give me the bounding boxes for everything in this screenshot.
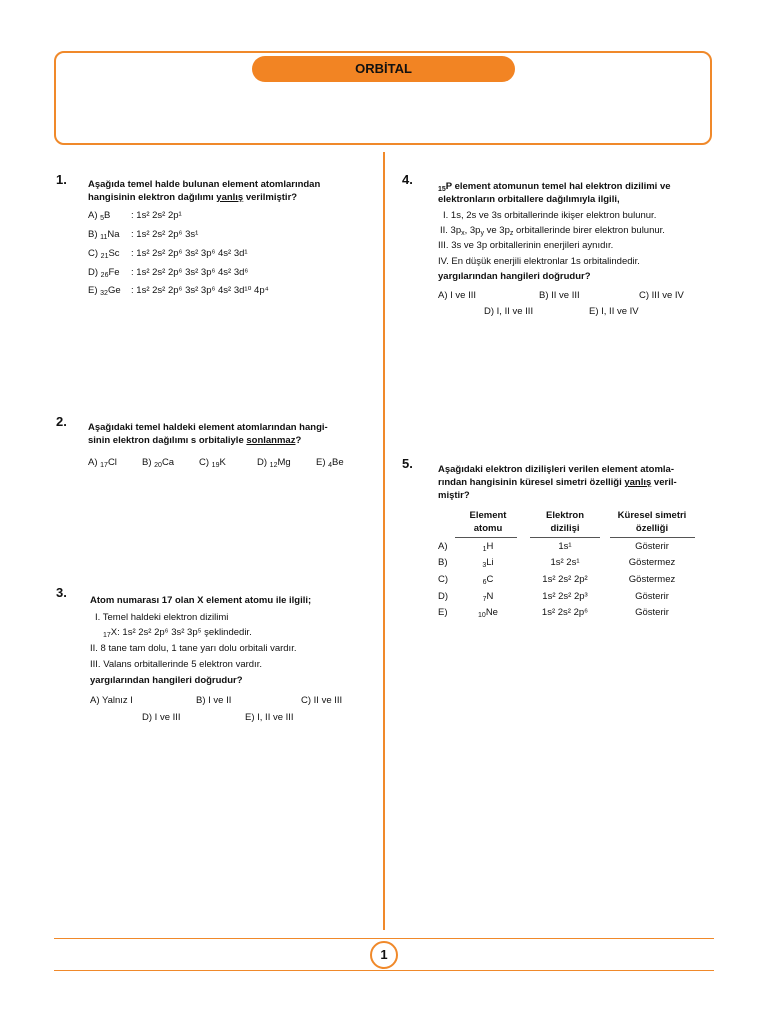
question-1-option-b[interactable]: B) $_{11}$Na	[88, 229, 120, 241]
question-5-option-b[interactable]: B)	[438, 557, 448, 568]
question-3-statement-1-config: $_{17}$X: 1s² 2s² 2p⁶ 3s² 3p⁵ şeklindedir.	[103, 627, 252, 639]
question-4-option-c[interactable]: C) III ve IV	[639, 290, 684, 301]
question-1-option-d[interactable]: D) $_{26}$Fe	[88, 267, 120, 279]
question-3-option-c[interactable]: C) II ve III	[301, 695, 343, 706]
table-cell-config: 1s² 2s² 2p³	[542, 591, 588, 602]
question-4-stem-line1: $_{15}$P element atomunun temel hal elektron dizilimi ve	[438, 181, 671, 193]
question-2-option-c[interactable]: C) $_{19}$K	[199, 457, 226, 469]
table-cell-element: $_6$C	[482, 574, 494, 586]
question-1-option-e[interactable]: E) $_{32}$Ge	[88, 285, 121, 297]
footer-line-bottom	[54, 970, 714, 971]
page-title: ORBİTAL	[252, 56, 515, 82]
question-3-question: yargılarından hangileri doğrudur?	[90, 675, 243, 686]
question-4-question: yargılarından hangileri doğrudur?	[438, 271, 591, 282]
question-5-stem-line2: rından hangisinin küresel simetri özelliği yanlış veril-	[438, 477, 677, 488]
question-3-statement-2: II. 8 tane tam dolu, 1 tane yarı dolu orbitali vardır.	[90, 643, 297, 654]
question-3-statement-1: I. Temel haldeki elektron dizilimi	[95, 612, 229, 623]
question-4-statement-2: II. $3p_x$, $3p_y$ ve $3p_z$ orbitallerinde birer elektron bulunur.	[440, 225, 665, 237]
table-cell-config: 1s² 2s² 2p²	[542, 574, 588, 585]
question-3-option-d[interactable]: D) I ve III	[142, 712, 181, 723]
question-4-number: 4.	[402, 172, 413, 187]
question-4-statement-4: IV. En düşük enerjili elektronlar 1s orbitalindedir.	[438, 256, 640, 267]
question-1-stem-line1: Aşağıda temel halde bulunan element atomlarından	[88, 179, 321, 190]
table-cell-element: $_7$N	[482, 591, 494, 603]
table-header-element-2: atomu	[473, 523, 503, 534]
question-1-option-a-config: : 1s² 2s² 2p¹	[131, 210, 182, 221]
question-2-stem-line2: sinin elektron dağılımı s orbitaliyle sonlanmaz?	[88, 435, 302, 446]
question-1-stem-line2: hangisinin elektron dağılımı yanlış verilmiştir?	[88, 192, 298, 203]
question-4-option-a[interactable]: A) I ve III	[438, 290, 477, 301]
column-divider	[383, 152, 385, 930]
page-number: 1	[370, 941, 398, 969]
table-rule-element	[455, 537, 517, 538]
question-2-option-a[interactable]: A) $_{17}$Cl	[88, 457, 117, 469]
table-rule-config	[530, 537, 600, 538]
question-2-option-b[interactable]: B) $_{20}$Ca	[142, 457, 175, 469]
footer-line-top	[54, 938, 714, 939]
question-5-number: 5.	[402, 456, 413, 471]
table-cell-config: 1s² 2s¹	[550, 557, 580, 568]
table-cell-symmetry: Göstermez	[628, 557, 676, 568]
question-3-stem: Atom numarası 17 olan X element atomu ile ilgili;	[90, 595, 312, 606]
question-5-option-e[interactable]: E)	[438, 607, 448, 618]
question-5-option-d[interactable]: D)	[438, 591, 449, 602]
table-cell-config: 1s¹	[558, 541, 572, 552]
question-1-option-c-config: : 1s² 2s² 2p⁶ 3s² 3p⁶ 4s² 3d¹	[131, 248, 248, 259]
question-1-option-a[interactable]: A) $_5$B	[88, 210, 111, 222]
question-1-option-e-config: : 1s² 2s² 2p⁶ 3s² 3p⁶ 4s² 3d¹⁰ 4p⁴	[131, 285, 269, 296]
question-4-option-b[interactable]: B) II ve III	[539, 290, 580, 301]
question-4-statement-1: I. 1s, 2s ve 3s orbitallerinde ikişer elektron bulunur.	[443, 210, 657, 221]
table-header-element-1: Element	[469, 510, 507, 521]
question-2-stem-line1: Aşağıdaki temel haldeki element atomlarından hangi-	[88, 422, 328, 433]
question-3-statement-3: III. Valans orbitallerinde 5 elektron vardır.	[90, 659, 262, 670]
question-2-number: 2.	[56, 414, 67, 429]
question-3-option-e[interactable]: E) I, II ve III	[245, 712, 294, 723]
table-header-config-2: dizilişi	[550, 523, 580, 534]
table-cell-element: $_1$H	[482, 541, 494, 553]
question-5-stem-line3: miştir?	[438, 490, 470, 501]
table-cell-symmetry: Gösterir	[635, 607, 669, 618]
table-cell-symmetry: Gösterir	[635, 591, 669, 602]
table-rule-symmetry	[610, 537, 695, 538]
question-4-stem-line2: elektronların orbitallere dağılımıyla ilgili,	[438, 194, 620, 205]
table-cell-symmetry: Göstermez	[628, 574, 676, 585]
table-header-symmetry-1: Küresel simetri	[617, 510, 687, 521]
question-2-option-e[interactable]: E) $_4$Be	[316, 457, 344, 469]
table-header-symmetry-2: özelliği	[635, 523, 669, 534]
question-1-option-d-config: : 1s² 2s² 2p⁶ 3s² 3p⁶ 4s² 3d⁶	[131, 267, 249, 278]
table-cell-symmetry: Gösterir	[635, 541, 669, 552]
table-header-config-1: Elektron	[545, 510, 584, 521]
question-3-option-a[interactable]: A) Yalnız I	[90, 695, 133, 706]
question-3-option-b[interactable]: B) I ve II	[196, 695, 232, 706]
question-5-stem-line1: Aşağıdaki elektron dizilişleri verilen element atomla-	[438, 464, 675, 475]
question-1-option-c[interactable]: C) $_{21}$Sc	[88, 248, 120, 260]
question-3-number: 3.	[56, 585, 67, 600]
table-cell-config: 1s² 2s² 2p⁶	[541, 607, 589, 618]
question-1-number: 1.	[56, 172, 67, 187]
question-5-option-c[interactable]: C)	[438, 574, 449, 585]
question-5-option-a[interactable]: A)	[438, 541, 448, 552]
table-cell-element: $_{10}$Ne	[478, 607, 498, 619]
question-2-option-d[interactable]: D) $_{12}$Mg	[257, 457, 291, 469]
table-cell-element: $_3$Li	[482, 557, 494, 569]
question-4-option-e[interactable]: E) I, II ve IV	[589, 306, 639, 317]
question-4-option-d[interactable]: D) I, II ve III	[484, 306, 534, 317]
question-1-option-b-config: : 1s² 2s² 2p⁶ 3s¹	[131, 229, 199, 240]
question-4-statement-3: III. 3s ve 3p orbitallerinin enerjileri aynıdır.	[438, 240, 614, 251]
